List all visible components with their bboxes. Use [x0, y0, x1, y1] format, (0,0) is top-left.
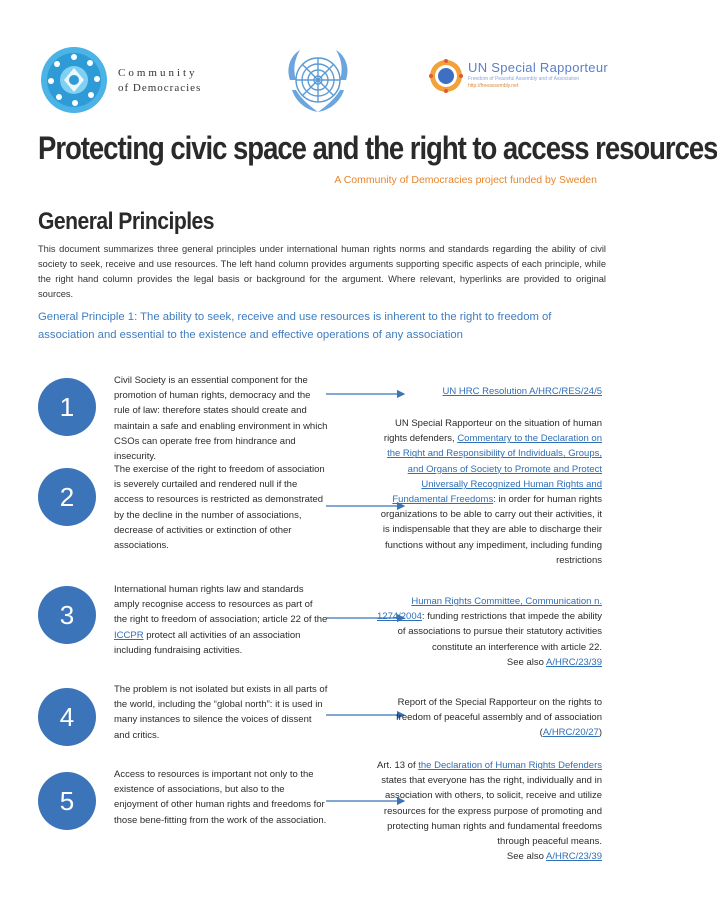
number-circle-4: 4	[38, 688, 96, 746]
item-3-source	[372, 594, 602, 670]
cod-wordmark-line1: Community	[118, 67, 198, 79]
cod-wordmark-line2: of Democracies	[118, 82, 202, 94]
iccpr-link[interactable]: ICCPR	[114, 629, 144, 641]
item-2-source	[372, 416, 602, 568]
item-4-source-pre: Report of the Special Rapporteur on the rights to freedom of peaceful assembly and of association	[396, 697, 602, 724]
community-of-democracies-wordmark	[118, 66, 201, 96]
item-5-source-pre: Art. 13 of	[377, 760, 419, 771]
item-5-argument: Access to resources is important not only to the existence of associations, but also to the enjoyment of other human rights and freedoms for those bene-fitting from the work of the association.	[114, 769, 327, 826]
item-2-argument: The exercise of the right to freedom of association is severely curtailed and rendered null if the access to resources is restricted as demonstrated by the decline in the number of associations, decrease of activities or extinction of other associations.	[114, 464, 325, 552]
item-3-argument-pre: International human rights law and standards amply recognise access to resources as part of the right to freedom of association; article 22 of the	[114, 584, 328, 626]
item-4-source-link[interactable]: A/HRC/20/27	[542, 727, 599, 739]
sr-subtitle: Freedom of Peaceful Assembly and of Association	[468, 76, 580, 82]
item-3-see-also: See also	[506, 656, 547, 668]
page-title: Protecting civic space and the right to access resources	[38, 130, 717, 166]
item-2-source-pre: UN Special Rapporteur on the situation of human rights defenders,	[383, 418, 602, 445]
sr-wordmark	[468, 60, 628, 90]
item-2-source-post: : in order for human rights organizations to be able to carry out their activities, it is indispensable that they are able to discharge their functions without any impediment, including funding restrictions	[380, 494, 602, 566]
item-3-source-link[interactable]: Human Rights Committee, Communication n. 1274/2004	[377, 596, 602, 623]
sr-url: http://freeassembly.net	[468, 83, 519, 89]
intro-paragraph: This document summarizes three general principles under international human rights norms and standards regarding the ability of civil society to seek, receive and use resources. The left hand column provides arguments supporting specific aspects of each principle, while the right hand column provides the legal basis or background for the argument. Where relevant, hyperlinks are provided to original sources.	[38, 244, 606, 299]
item-3-argument-post: protect all activities of an association including fundraising activities.	[114, 629, 301, 656]
item-5-source-post: states that everyone has the right, individually and in association with others, to solicit, receive and utilize resources for the express purpose of promoting and protecting human rights and fundamental freedoms through peaceful means.	[381, 775, 602, 848]
item-5-source	[372, 758, 602, 864]
un-emblem-icon	[280, 44, 356, 120]
item-4-argument: The problem is not isolated but exists in all parts of the world, including the “global north”: it is used in many instances to silence the voices of dissent and critics.	[114, 684, 328, 741]
community-of-democracies-logo-icon	[38, 44, 110, 116]
header	[0, 0, 640, 120]
item-3-argument	[114, 582, 328, 658]
item-1-source	[372, 384, 602, 399]
item-1-argument: Civil Society is an essential component for the promotion of human rights, democracy and the rule of law: therefore states should create and maintain a safe and enabling environment in which CSOs can operate free from hindrance and insecurity.	[114, 375, 328, 463]
sr-title: UN Special Rapporteur	[468, 60, 608, 75]
item-3-see-also-link[interactable]: A/HRC/23/39	[546, 656, 602, 668]
item-4-source: Report of the Special Rapporteur on the rights to freedom of peaceful assembly and of association (A/HRC/20/27)	[396, 697, 602, 739]
number-circle-1: 1	[38, 378, 96, 436]
item-5-source-link[interactable]: the Declaration of Human Rights Defenders	[418, 760, 602, 771]
item-3-source-post: : funding restrictions that impede the ability of associations to pursue their statutory activities constitute an interference with article 22.	[397, 611, 602, 653]
un-special-rapporteur-logo-icon	[428, 58, 464, 94]
number-circle-2: 2	[38, 468, 96, 526]
funded-by-note: A Community of Democracies project funded by Sweden	[334, 174, 597, 186]
number-circle-5: 5	[38, 772, 96, 830]
principle-heading: General Principle 1: The ability to seek, receive and use resources is inherent to the right to freedom of association and essential to the existence and effective operations of any association	[38, 311, 552, 341]
item-2-source-link[interactable]: Commentary to the Declaration on the Right and Responsibility of Individuals, Groups, and Organs of Society to Promote and Protect Universally Recognized Human Rights and Fundamental Freedoms	[387, 433, 602, 506]
item-5-see-also-link[interactable]: A/HRC/23/39	[546, 851, 602, 863]
item-5-see-also: See also	[506, 851, 547, 863]
number-circle-3: 3	[38, 586, 96, 644]
section-title: General Principles	[38, 208, 214, 235]
item-1-source-link[interactable]: UN HRC Resolution A/HRC/RES/24/5	[442, 386, 602, 397]
